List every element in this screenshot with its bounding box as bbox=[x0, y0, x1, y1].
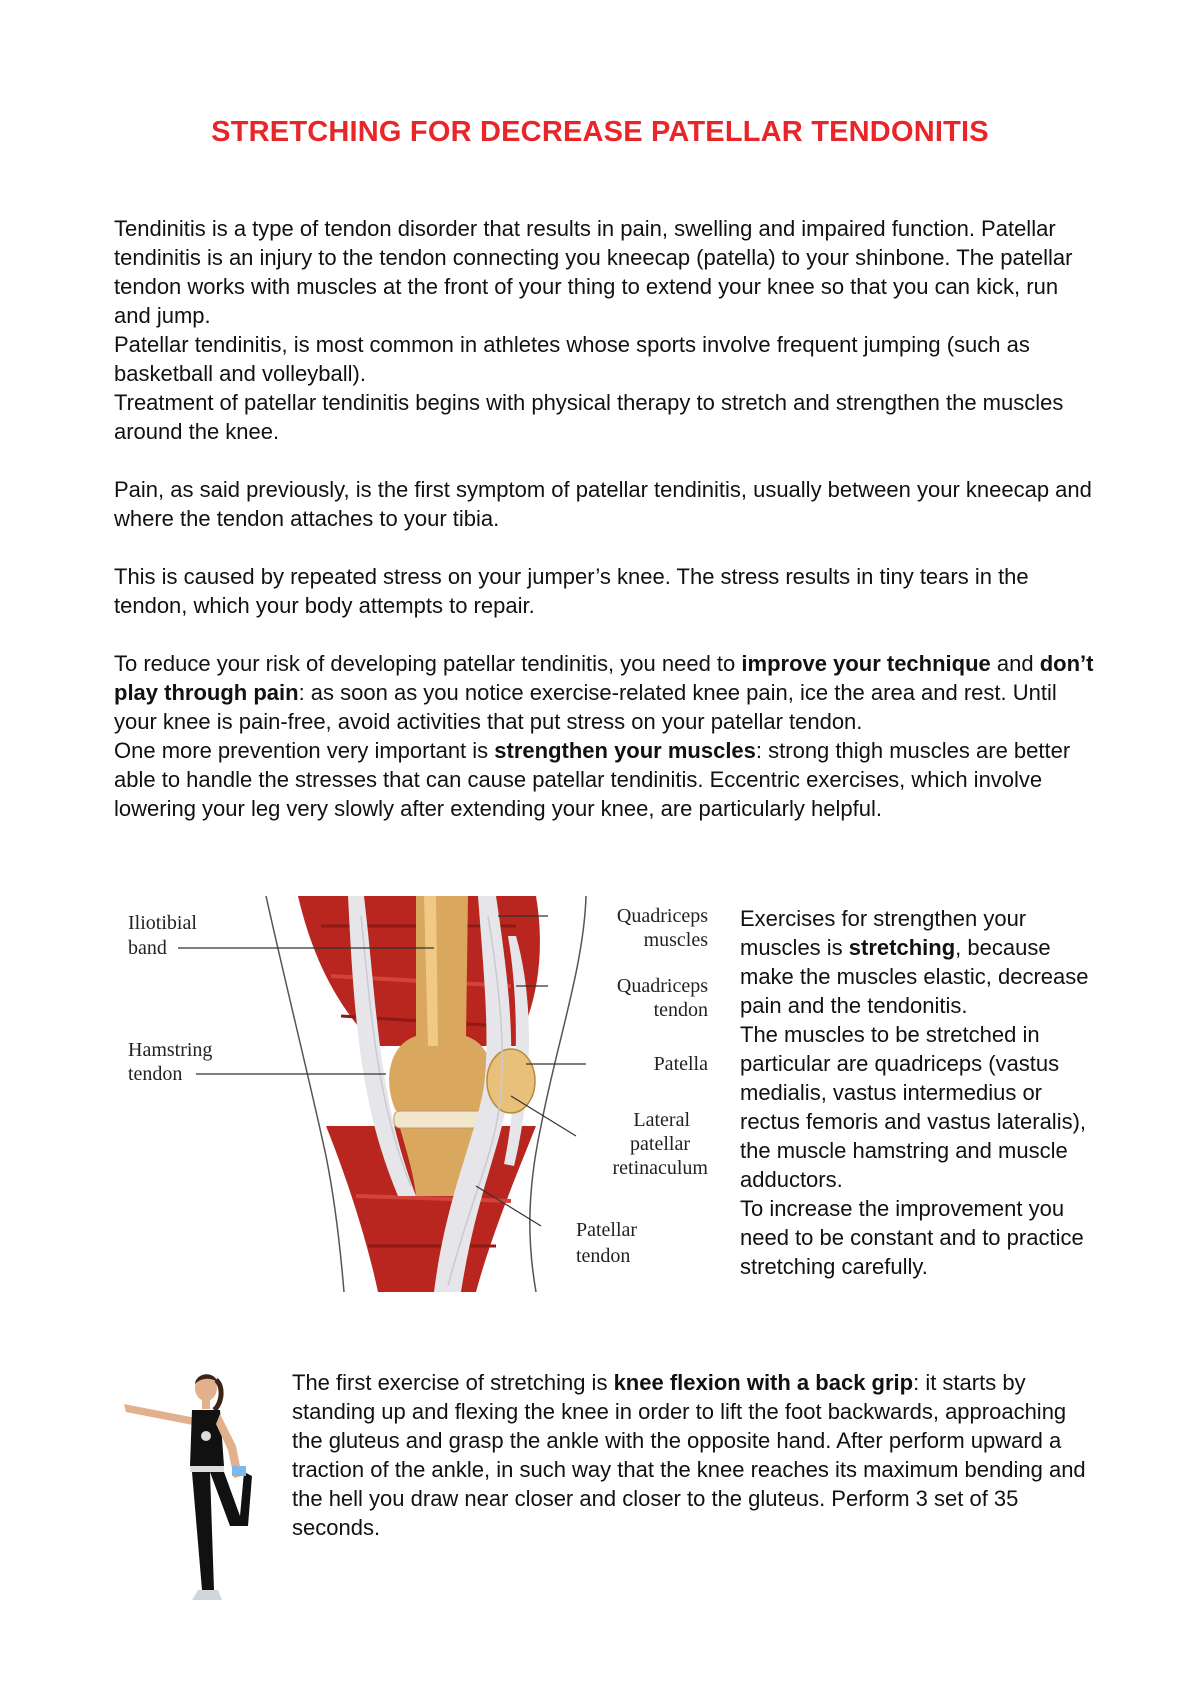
label-patellar-tendon-1: Patellar bbox=[576, 1219, 638, 1241]
label-patellar-tendon-2: tendon bbox=[576, 1245, 631, 1267]
emphasis-improve-technique: improve your technique bbox=[741, 651, 991, 676]
label-patella: Patella bbox=[653, 1053, 708, 1075]
text-run: One more prevention very important is bbox=[114, 738, 495, 763]
emphasis-strengthen-muscles: strengthen your muscles bbox=[494, 738, 756, 763]
text-run: : it starts by standing up and flexing the knee in order to lift the foot backwards, approaching the gluteus and grasp the ankle with the opposite hand. After perform upward a traction of the ankle, in such way that the knee reaches its maximum bending and the hell you draw near closer and closer to the gluteus. Perform 3 set of 35 seconds. bbox=[292, 1370, 1086, 1540]
text-run: and bbox=[990, 651, 1040, 676]
label-lateral-2: patellar bbox=[630, 1133, 690, 1155]
label-hamstring-2: tendon bbox=[128, 1063, 183, 1085]
intro-paragraph-3: Treatment of patellar tendinitis begins with physical therapy to stretch and strengthen the muscles around the knee. bbox=[114, 390, 1064, 444]
knee-anatomy-figure bbox=[116, 896, 720, 1292]
label-lateral-1: Lateral bbox=[633, 1109, 690, 1131]
intro-section bbox=[114, 214, 1094, 823]
text-run: The first exercise of stretching is bbox=[292, 1370, 614, 1395]
intro-paragraph-4: Pain, as said previously, is the first symptom of patellar tendinitis, usually between your kneecap and where the tendon attaches to your tibia. bbox=[114, 477, 1092, 531]
stretching-woman-figure bbox=[118, 1366, 278, 1606]
emphasis-dont-play-through-pain: don’t play through pain bbox=[114, 651, 1094, 705]
label-quad-muscles-1: Quadriceps bbox=[616, 905, 708, 927]
label-quad-tendon-2: tendon bbox=[653, 999, 708, 1021]
label-iliotibial-2: band bbox=[128, 937, 167, 959]
text-run: : as soon as you notice exercise-related knee pain, ice the area and rest. Until your knee is pain-free, avoid activities that put stress on your patellar tendon. bbox=[114, 680, 1057, 734]
label-hamstring-1: Hamstring bbox=[128, 1039, 213, 1061]
stretching-side-column bbox=[740, 904, 1095, 1281]
intro-paragraph-1: Tendinitis is a type of tendon disorder that results in pain, swelling and impaired function. Patellar tendinitis is an injury to the tendon connecting you kneecap (patella) to your shinbone. The patellar tendon works with muscles at the front of your thing to extend your knee so that you can kick, run and jump. bbox=[114, 216, 1073, 328]
text-run: : strong thigh muscles are better able to handle the stresses that can cause patellar tendinitis. Eccentric exercises, which involve lowering your leg very slowly after extending your knee, are particularly helpful. bbox=[114, 738, 1071, 821]
intro-paragraph-5: This is caused by repeated stress on your jumper’s knee. The stress results in tiny tears in the tendon, which your body attempts to repair. bbox=[114, 564, 1029, 618]
exercise-paragraph bbox=[292, 1368, 1102, 1542]
label-iliotibial-1: Iliotibial bbox=[128, 912, 197, 934]
side-paragraph-1 bbox=[740, 904, 1095, 1020]
text-run: , because make the muscles elastic, decrease pain and the tendonitis. bbox=[740, 935, 1089, 1018]
side-paragraph-2: The muscles to be stretched in particular are quadriceps (vastus medialis, vastus intermedius or rectus femoris and vastus lateralis), the muscle hamstring and muscle adductors. bbox=[740, 1022, 1087, 1192]
emphasis-knee-flexion: knee flexion with a back grip bbox=[613, 1370, 914, 1395]
side-paragraph-3: To increase the improvement you need to be constant and to practice stretching carefully. bbox=[740, 1196, 1084, 1279]
prevention-paragraph-2 bbox=[114, 736, 1094, 823]
text-run: Exercises for strengthen your muscles is bbox=[740, 906, 1027, 960]
text-run: To reduce your risk of developing patellar tendinitis, you need to bbox=[114, 651, 742, 676]
label-quad-tendon-1: Quadriceps bbox=[616, 975, 708, 997]
label-lateral-3: retinaculum bbox=[612, 1157, 708, 1179]
intro-paragraph-2: Patellar tendinitis, is most common in athletes whose sports involve frequent jumping (such as basketball and volleyball). bbox=[114, 332, 1030, 386]
page-title: STRETCHING FOR DECREASE PATELLAR TENDONITIS bbox=[211, 116, 989, 148]
emphasis-stretching: stretching bbox=[848, 935, 956, 960]
prevention-paragraph-1 bbox=[114, 649, 1094, 736]
label-quad-muscles-2: muscles bbox=[643, 929, 708, 951]
exercise-section bbox=[292, 1368, 1102, 1542]
